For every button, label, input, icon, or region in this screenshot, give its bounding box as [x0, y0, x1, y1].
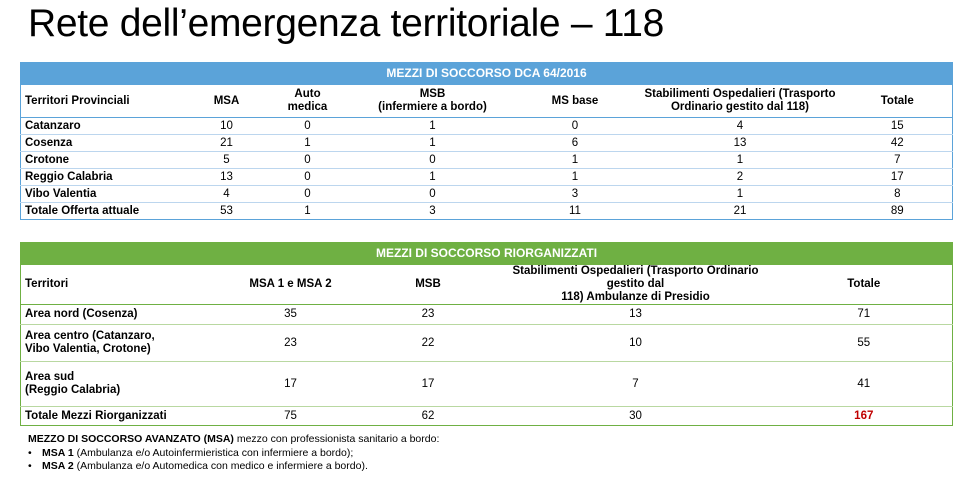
row-label: Totale Mezzi Riorganizzati — [21, 407, 221, 426]
row-label: Cosenza — [21, 135, 191, 152]
cell: 0 — [513, 118, 638, 135]
cell: 3 — [513, 186, 638, 203]
cell: 1 — [353, 169, 513, 186]
cell: 30 — [496, 407, 776, 426]
note-text: mezzo con professionista sanitario a bordo: — [233, 433, 440, 445]
cell: 55 — [776, 325, 953, 362]
cell: 53 — [191, 203, 263, 220]
table-row — [21, 118, 953, 135]
cell: 0 — [263, 169, 353, 186]
column-header: Stabilimenti Ospedalieri (Trasporto Ordinario gestito dal 118) Ambulanze di Presidio — [496, 265, 776, 305]
row-label: Reggio Calabria — [21, 169, 191, 186]
cell: 1 — [638, 152, 843, 169]
cell: 4 — [638, 118, 843, 135]
cell: 13 — [496, 305, 776, 325]
cell: 23 — [361, 305, 496, 325]
table-row — [21, 305, 953, 325]
bullet-icon: • — [28, 446, 32, 459]
table2-heading: MEZZI DI SOCCORSO RIORGANIZZATI — [21, 243, 953, 265]
cell: 13 — [638, 135, 843, 152]
grand-total-cell: 167 — [776, 407, 953, 426]
footnotes — [28, 433, 439, 474]
cell: 17 — [843, 169, 953, 186]
cell: 42 — [843, 135, 953, 152]
table-mezzi-riorganizzati — [20, 242, 953, 426]
cell: 21 — [638, 203, 843, 220]
cell: 7 — [496, 362, 776, 407]
cell: 0 — [353, 186, 513, 203]
row-label: Crotone — [21, 152, 191, 169]
column-header: Territori Provinciali — [21, 85, 191, 118]
cell: 62 — [361, 407, 496, 426]
cell: 71 — [776, 305, 953, 325]
cell: 22 — [361, 325, 496, 362]
bullet-icon: • — [28, 460, 32, 472]
row-label: Totale Offerta attuale — [21, 203, 191, 220]
column-header: Totale — [843, 85, 953, 118]
table2-column-headers — [21, 265, 953, 305]
column-header: Stabilimenti Ospedalieri (Trasporto Ordinario gestito dal 118) — [638, 85, 843, 118]
cell: 41 — [776, 362, 953, 407]
cell: 1 — [353, 135, 513, 152]
cell: 11 — [513, 203, 638, 220]
cell: 7 — [843, 152, 953, 169]
row-label: Area sud (Reggio Calabria) — [21, 362, 221, 407]
note-term: MSA 1 — [42, 446, 74, 459]
note-term: MEZZO DI SOCCORSO AVANZATO (MSA) — [28, 433, 234, 445]
cell: 3 — [353, 203, 513, 220]
cell: 2 — [638, 169, 843, 186]
cell: 6 — [513, 135, 638, 152]
table1-column-headers — [21, 85, 953, 118]
cell: 0 — [263, 118, 353, 135]
cell: 75 — [221, 407, 361, 426]
cell: 1 — [263, 135, 353, 152]
table-total-row — [21, 407, 953, 426]
note-msa-definition — [28, 433, 439, 447]
cell: 0 — [353, 152, 513, 169]
cell: 1 — [353, 118, 513, 135]
table-row — [21, 362, 953, 407]
row-label: Vibo Valentia — [21, 186, 191, 203]
column-header: MSB (infermiere a bordo) — [353, 85, 513, 118]
cell: 0 — [263, 186, 353, 203]
table-row — [21, 135, 953, 152]
table-row — [21, 325, 953, 362]
cell: 0 — [263, 152, 353, 169]
table1-heading: MEZZI DI SOCCORSO DCA 64/2016 — [21, 63, 953, 85]
cell: 5 — [191, 152, 263, 169]
cell: 8 — [843, 186, 953, 203]
cell: 17 — [221, 362, 361, 407]
cell: 10 — [191, 118, 263, 135]
table-row — [21, 169, 953, 186]
note-term: MSA 2 — [42, 460, 74, 472]
cell: 13 — [191, 169, 263, 186]
note-text: (Ambulanza e/o Automedica con medico e infermiere a bordo). — [73, 460, 368, 472]
note-msa2 — [28, 460, 439, 474]
row-label: Area nord (Cosenza) — [21, 305, 221, 325]
column-header: Territori — [21, 265, 221, 305]
table-row — [21, 152, 953, 169]
table-row — [21, 186, 953, 203]
cell: 35 — [221, 305, 361, 325]
cell: 10 — [496, 325, 776, 362]
note-text: (Ambulanza e/o Autoinfermieristica con infermiere a bordo); — [73, 446, 354, 459]
column-header: MSA — [191, 85, 263, 118]
cell: 1 — [263, 203, 353, 220]
cell: 1 — [638, 186, 843, 203]
page-title: Rete dell’emergenza territoriale – 118 — [28, 2, 665, 45]
column-header: MSA 1 e MSA 2 — [221, 265, 361, 305]
table-total-row — [21, 203, 953, 220]
cell: 4 — [191, 186, 263, 203]
row-label: Area centro (Catanzaro, Vibo Valentia, Crotone) — [21, 325, 221, 362]
row-label: Catanzaro — [21, 118, 191, 135]
cell: 1 — [513, 169, 638, 186]
column-header: MSB — [361, 265, 496, 305]
column-header: Totale — [776, 265, 953, 305]
cell: 15 — [843, 118, 953, 135]
cell: 17 — [361, 362, 496, 407]
cell: 89 — [843, 203, 953, 220]
cell: 21 — [191, 135, 263, 152]
note-msa1 — [28, 447, 439, 461]
cell: 1 — [513, 152, 638, 169]
column-header: MS base — [513, 85, 638, 118]
cell: 23 — [221, 325, 361, 362]
table-mezzi-dca — [20, 62, 953, 220]
column-header: Auto medica — [263, 85, 353, 118]
